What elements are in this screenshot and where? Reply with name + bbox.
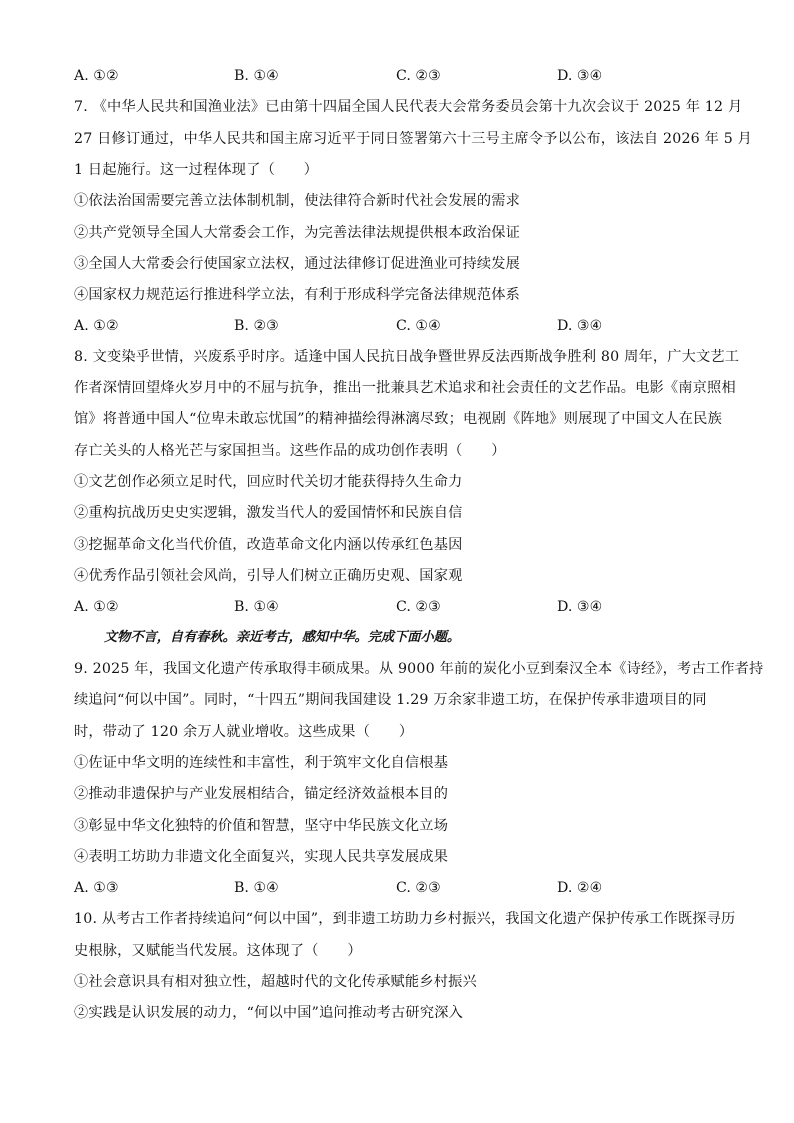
q9-option-c[interactable]: C. ②③ (396, 880, 441, 896)
q7-statement-2: ②共产党领导全国人大常委会工作，为完善法律法规提供根本政治保证 (74, 225, 521, 241)
q6-option-c[interactable]: C. ②③ (396, 68, 441, 84)
q8-statement-4: ④优秀作品引领社会风尚，引导人们树立正确历史观、国家观 (74, 568, 463, 584)
q10-stem-line: 史根脉，又赋能当代发展。这体现了（ ） (74, 943, 362, 959)
q9-stem-line: 时，带动了 120 余万人就业增收。这些成果（ ） (74, 724, 414, 740)
q6-option-b[interactable]: B. ①④ (234, 68, 279, 84)
q9-option-d[interactable]: D. ②④ (557, 880, 603, 896)
q7-option-c[interactable]: C. ①④ (396, 318, 441, 334)
q8-stem-line: 8. 文变染乎世情，兴废系乎时序。适逢中国人民抗日战争暨世界反法西斯战争胜利 80 周年，广大文艺工 (74, 349, 740, 365)
q7-option-a[interactable]: A. ①② (74, 318, 119, 334)
q8-stem-line: 馆》将普通中国人“位卑未敢忘忧国”的精神描绘得淋漓尽致；电视剧《阵地》则展现了中国文人在民族 (74, 411, 722, 427)
q7-statement-3: ③全国人大常委会行使国家立法权，通过法律修订促进渔业可持续发展 (74, 256, 521, 272)
q9-statement-2: ②推动非遗保护与产业发展相结合，锚定经济效益根本目的 (74, 786, 449, 802)
q7-statement-4: ④国家权力规范运行推进科学立法，有利于形成科学完备法律规范体系 (74, 287, 521, 303)
q9-stem-line: 9. 2025 年，我国文化遗产传承取得丰硕成果。从 9000 年前的炭化小豆到秦汉全本《诗经》，考古工作者持 (74, 661, 764, 677)
q10-statement-1: ①社会意识具有相对独立性，超越时代的文化传承赋能乡村振兴 (74, 974, 477, 990)
q7-stem-line: 7. 《中华人民共和国渔业法》已由第十四届全国人民代表大会常务委员会第十九次会议于 2025 年 12 月 (74, 99, 743, 115)
q6-options (74, 66, 734, 86)
q7-options (74, 316, 734, 336)
q9-options (74, 878, 734, 898)
q9-statement-3: ③彰显中华文化独特的价值和智慧，坚守中华民族文化立场 (74, 818, 449, 834)
q8-option-a[interactable]: A. ①② (74, 599, 119, 615)
q7-option-d[interactable]: D. ③④ (557, 318, 603, 334)
q8-stem-line: 作者深情回望烽火岁月中的不屈与抗争，推出一批兼具艺术追求和社会责任的文艺作品。电影《南京照相 (74, 380, 736, 396)
q9-option-a[interactable]: A. ①③ (74, 880, 119, 896)
q8-statement-2: ②重构抗战历史史实逻辑，激发当代人的爱国情怀和民族自信 (74, 505, 463, 521)
q8-option-b[interactable]: B. ①④ (234, 599, 279, 615)
q8-option-d[interactable]: D. ③④ (557, 599, 603, 615)
q9-statement-4: ④表明工坊助力非遗文化全面复兴，实现人民共享发展成果 (74, 849, 449, 865)
q6-option-d[interactable]: D. ③④ (557, 68, 603, 84)
q9-statement-1: ①佐证中华文明的连续性和丰富性，利于筑牢文化自信根基 (74, 755, 449, 771)
q9-stem-line: 续追问“何以中国”。同时，“十四五”期间我国建设 1.29 万余家非遗工坊，在保护传承非遗项目的同 (74, 692, 707, 708)
q7-stem-line: 27 日修订通过，中华人民共和国主席习近平于同日签署第六十三号主席令予以公布，该法自 2026 年 5 月 (74, 131, 753, 147)
q7-statement-1: ①依法治国需要完善立法体制机制，使法律符合新时代社会发展的需求 (74, 193, 521, 209)
q8-option-c[interactable]: C. ②③ (396, 599, 441, 615)
q8-statement-3: ③挖掘革命文化当代价值，改造革命文化内涵以传承红色基因 (74, 537, 463, 553)
q7-option-b[interactable]: B. ②③ (234, 318, 279, 334)
q8-stem-line: 存亡关头的人格光芒与家国担当。这些作品的成功创作表明（ ） (74, 443, 506, 459)
q10-stem-line: 10. 从考古工作者持续追问“何以中国”，到非遗工坊助力乡村振兴，我国文化遗产保护传承工作既探寻历 (74, 911, 736, 927)
q9-option-b[interactable]: B. ①④ (234, 880, 279, 896)
q8-statement-1: ①文艺创作必须立足时代，回应时代关切才能获得持久生命力 (74, 474, 463, 490)
material-intro: 文物不言，自有春秋。亲近考古，感知中华。完成下面小题。 (104, 630, 461, 645)
q10-statement-2: ②实践是认识发展的动力，“何以中国”追问推动考古研究深入 (74, 1005, 463, 1021)
q7-stem-line: 1 日起施行。这一过程体现了（ ） (74, 162, 319, 178)
q6-option-a[interactable]: A. ①② (74, 68, 119, 84)
q8-options (74, 597, 734, 617)
